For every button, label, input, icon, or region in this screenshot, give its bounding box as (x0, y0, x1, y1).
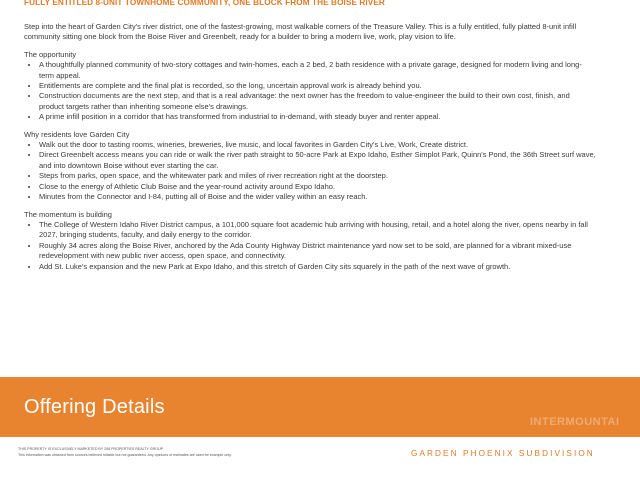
list-item: • A thoughtfully planned community of two-story cottages and twin-homes, each a 2 bed, 2 bath residence with a private garage, designed for modern living and long-term appeal. (39, 60, 596, 81)
page-headline: FULLY ENTITLED 8-UNIT TOWNHOME COMMUNITY, ONE BLOCK FROM THE BOISE RIVER (24, 0, 385, 7)
disclaimer-line: This information was obtained from sources believed reliable but not guaranteed. Any opinions or estimates are used for example only. (18, 453, 232, 457)
section-title-opportunity: The opportunity (24, 49, 77, 59)
brokerage-watermark: INTERMOUNTAI (530, 416, 620, 428)
list-item: • Minutes from the Connector and I-84, putting all of Boise and the wider valley within an easy reach. (39, 192, 596, 202)
list-item: • Entitlements are complete and the final plat is recorded, so the long, uncertain approval work is already behind you. (39, 81, 596, 91)
list-item: • Add St. Luke's expansion and the new Park at Expo Idaho, and this stretch of Garden City sits squarely in the path of the next wave of growth. (39, 262, 596, 272)
section-title-why-residents: Why residents love Garden City (24, 129, 130, 139)
list-item: • Steps from parks, open space, and the whitewater park and miles of river recreation right at the doorstep. (39, 171, 596, 181)
disclaimer-line: THIS PROPERTY IS EXCLUSIVELY MARKETED BY 208 PROPERTIES REALTY GROUP. (18, 447, 164, 451)
list-item: • Roughly 34 acres along the Boise River, anchored by the Ada County Highway District maintenance yard now set to be sold, are planned for a vibrant mixed-use redevelopment with new public river access, open space, and connectivity. (39, 241, 596, 262)
footer-disclaimer (18, 446, 378, 458)
subdivision-name: GARDEN PHOENIX SUBDIVISION (411, 449, 595, 458)
list-item: • Direct Greenbelt access means you can ride or walk the river path straight to 50-acre Park at Expo Idaho, Esther Simplot Park, Quinn's Pond, the 36th Street surf wave, and into downtown Boise without ever starting the car. (39, 150, 596, 171)
list-item: • The College of Western Idaho River District campus, a 101,000 square foot academic hub arriving with housing, retail, and a hotel along the river, opens nearby in fall 2027, bringing students, faculty, and daily energy to the corridor. (39, 220, 596, 241)
momentum-list (24, 220, 596, 272)
offering-details-title: Offering Details (24, 396, 165, 418)
listing-description (24, 22, 596, 279)
opportunity-list (24, 60, 596, 122)
list-item: • Close to the energy of Athletic Club Boise and the year-round activity around Expo Idaho. (39, 182, 596, 192)
intro-paragraph: Step into the heart of Garden City's river district, one of the fastest-growing, most walkable corners of the Treasure Valley. This is a fully entitled, fully platted 8-unit infill community sitting one block from the Boise River and Greenbelt, ready for a builder to bring a modern live, work, play vision to life. (24, 22, 577, 42)
section-title-momentum: The momentum is building (24, 209, 112, 219)
list-item: • Construction documents are the next step, and that is a real advantage: the next owner has the freedom to value-engineer the build to their own cost, finish, and product targets rather than inheriting someone else's drawings. (39, 91, 596, 112)
list-item: • Walk out the door to tasting rooms, wineries, breweries, live music, and local favorites in Garden City's Live, Work, Create district. (39, 140, 596, 150)
why-residents-list (24, 140, 596, 202)
list-item: • A prime infill position in a corridor that has transformed from industrial to in-demand, with steady buyer and renter appeal. (39, 112, 596, 122)
